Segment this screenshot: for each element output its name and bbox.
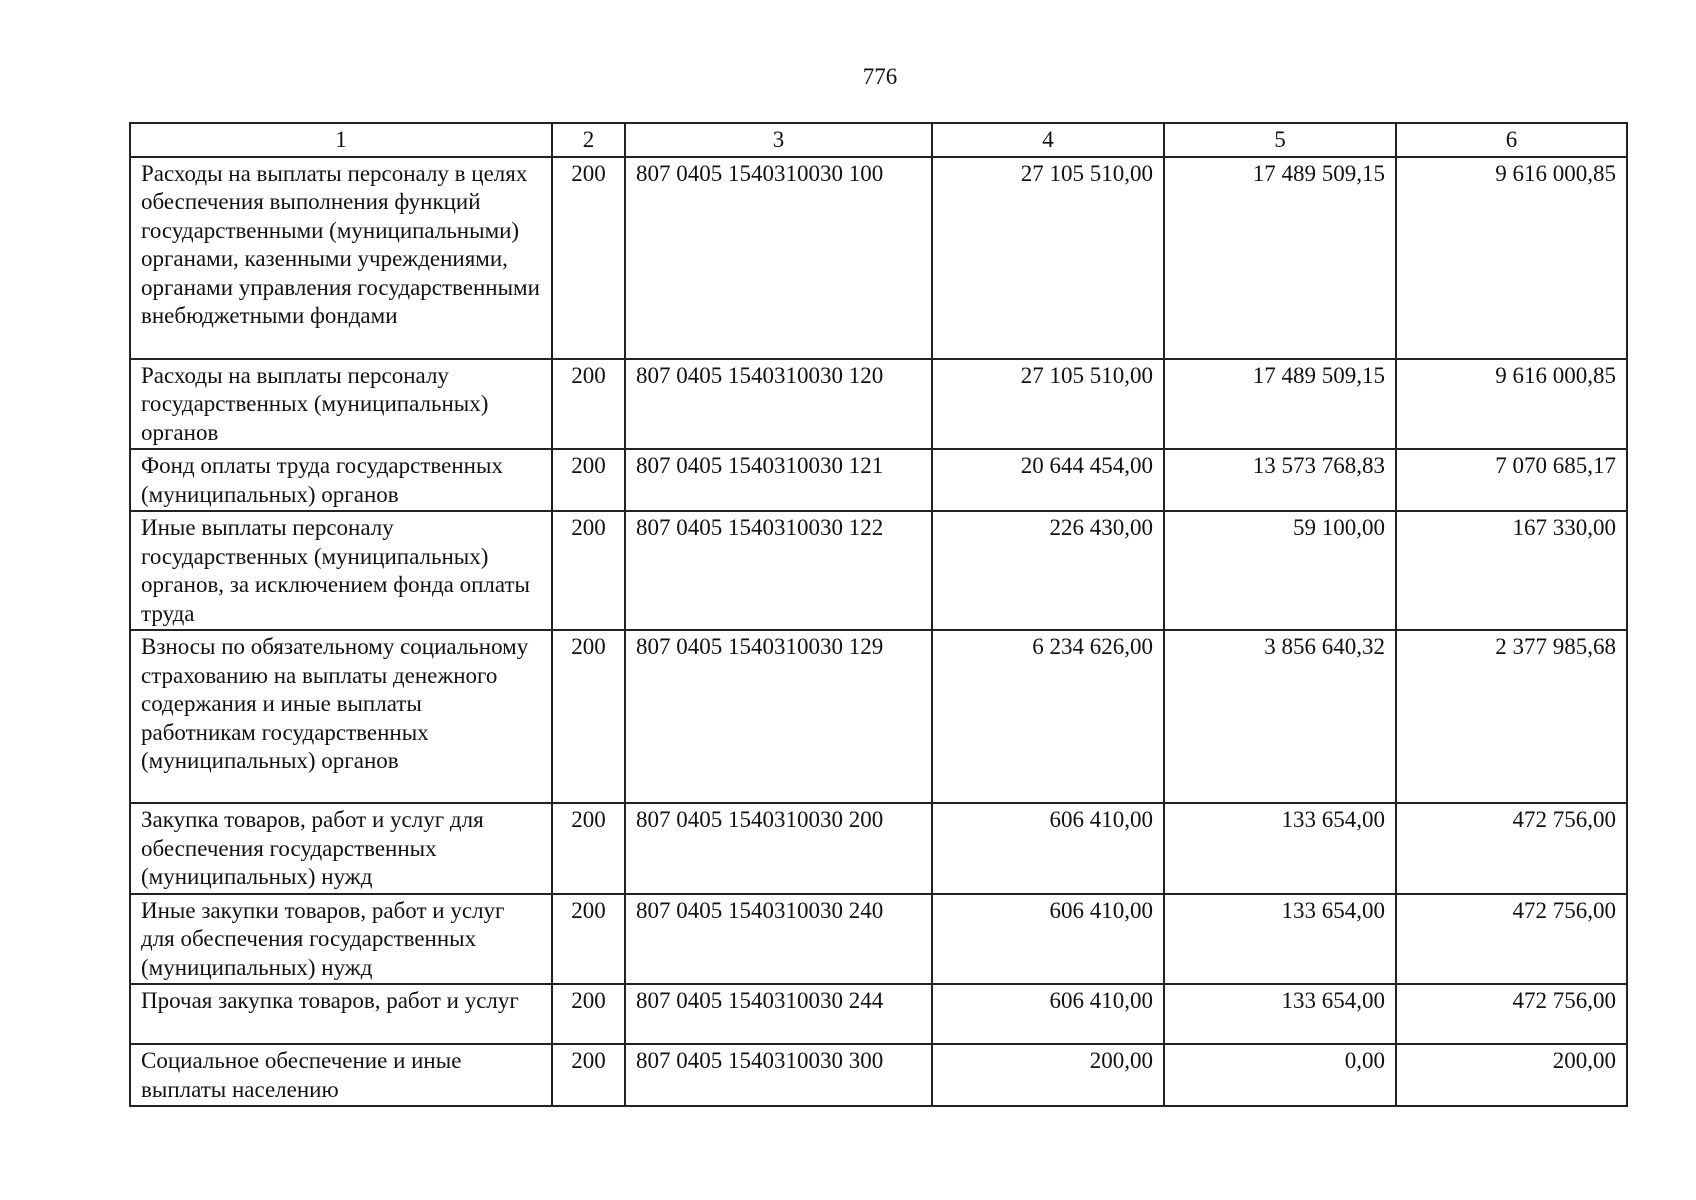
- line-code-cell: 200: [552, 1044, 625, 1106]
- expense-name-cell: Иные закупки товаров, работ и услуг для обеспечения государственных (муниципальных) нужд: [130, 894, 552, 985]
- table-row: [130, 630, 1627, 803]
- executed-amount-cell: 3 856 640,32: [1164, 630, 1396, 803]
- unexecuted-amount-cell: 472 756,00: [1396, 803, 1627, 894]
- approved-amount-cell: 200,00: [932, 1044, 1164, 1106]
- expense-name-cell: Прочая закупка товаров, работ и услуг: [130, 984, 552, 1044]
- column-header: 4: [932, 123, 1164, 157]
- page-number: 776: [862, 64, 898, 89]
- budget-classification-code-cell: 807 0405 1540310030 300: [625, 1044, 932, 1106]
- line-code-cell: 200: [552, 449, 625, 511]
- unexecuted-amount-cell: 472 756,00: [1396, 894, 1627, 985]
- column-header: 3: [625, 123, 932, 157]
- unexecuted-amount-cell: 167 330,00: [1396, 511, 1627, 630]
- budget-classification-code-cell: 807 0405 1540310030 122: [625, 511, 932, 630]
- budget-classification-code-cell: 807 0405 1540310030 120: [625, 359, 932, 450]
- line-code-cell: 200: [552, 359, 625, 450]
- approved-amount-cell: 606 410,00: [932, 894, 1164, 985]
- executed-amount-cell: 17 489 509,15: [1164, 157, 1396, 359]
- budget-classification-code-cell: 807 0405 1540310030 240: [625, 894, 932, 985]
- column-header: 6: [1396, 123, 1627, 157]
- unexecuted-amount-cell: 2 377 985,68: [1396, 630, 1627, 803]
- unexecuted-amount-cell: 7 070 685,17: [1396, 449, 1627, 511]
- unexecuted-amount-cell: 200,00: [1396, 1044, 1627, 1106]
- budget-execution-table: [129, 122, 1628, 1107]
- table-row: [130, 359, 1627, 450]
- expense-name-cell: Социальное обеспечение и иные выплаты населению: [130, 1044, 552, 1106]
- budget-classification-code-cell: 807 0405 1540310030 244: [625, 984, 932, 1044]
- line-code-cell: 200: [552, 803, 625, 894]
- expense-name-cell: Взносы по обязательному социальному страхованию на выплаты денежного содержания и иные выплаты работникам государственных (муниципальных) органов: [130, 630, 552, 803]
- budget-classification-code-cell: 807 0405 1540310030 129: [625, 630, 932, 803]
- table-row: [130, 894, 1627, 985]
- table-row: [130, 157, 1627, 359]
- executed-amount-cell: 13 573 768,83: [1164, 449, 1396, 511]
- line-code-cell: 200: [552, 157, 625, 359]
- budget-classification-code-cell: 807 0405 1540310030 121: [625, 449, 932, 511]
- line-code-cell: 200: [552, 984, 625, 1044]
- approved-amount-cell: 27 105 510,00: [932, 359, 1164, 450]
- executed-amount-cell: 17 489 509,15: [1164, 359, 1396, 450]
- executed-amount-cell: 133 654,00: [1164, 894, 1396, 985]
- line-code-cell: 200: [552, 894, 625, 985]
- unexecuted-amount-cell: 9 616 000,85: [1396, 359, 1627, 450]
- budget-classification-code-cell: 807 0405 1540310030 100: [625, 157, 932, 359]
- table-row: [130, 984, 1627, 1044]
- unexecuted-amount-cell: 472 756,00: [1396, 984, 1627, 1044]
- expense-name-cell: Расходы на выплаты персоналу в целях обеспечения выполнения функций государственными (муниципальными) органами, казенными учреждениями, органами управления государственными внебюджетными фондами: [130, 157, 552, 359]
- line-code-cell: 200: [552, 511, 625, 630]
- executed-amount-cell: 133 654,00: [1164, 984, 1396, 1044]
- budget-classification-code-cell: 807 0405 1540310030 200: [625, 803, 932, 894]
- approved-amount-cell: 606 410,00: [932, 803, 1164, 894]
- approved-amount-cell: 606 410,00: [932, 984, 1164, 1044]
- expense-name-cell: Закупка товаров, работ и услуг для обеспечения государственных (муниципальных) нужд: [130, 803, 552, 894]
- executed-amount-cell: 133 654,00: [1164, 803, 1396, 894]
- line-code-cell: 200: [552, 630, 625, 803]
- expense-name-cell: Иные выплаты персоналу государственных (муниципальных) органов, за исключением фонда оплаты труда: [130, 511, 552, 630]
- expense-name-cell: Расходы на выплаты персоналу государственных (муниципальных) органов: [130, 359, 552, 450]
- table-header-row: [130, 123, 1627, 157]
- executed-amount-cell: 0,00: [1164, 1044, 1396, 1106]
- approved-amount-cell: 6 234 626,00: [932, 630, 1164, 803]
- expense-name-cell: Фонд оплаты труда государственных (муниципальных) органов: [130, 449, 552, 511]
- table-row: [130, 803, 1627, 894]
- table-row: [130, 449, 1627, 511]
- approved-amount-cell: 226 430,00: [932, 511, 1164, 630]
- approved-amount-cell: 27 105 510,00: [932, 157, 1164, 359]
- unexecuted-amount-cell: 9 616 000,85: [1396, 157, 1627, 359]
- column-header: 2: [552, 123, 625, 157]
- column-header: 1: [130, 123, 552, 157]
- table-row: [130, 511, 1627, 630]
- approved-amount-cell: 20 644 454,00: [932, 449, 1164, 511]
- executed-amount-cell: 59 100,00: [1164, 511, 1396, 630]
- column-header: 5: [1164, 123, 1396, 157]
- table-row: [130, 1044, 1627, 1106]
